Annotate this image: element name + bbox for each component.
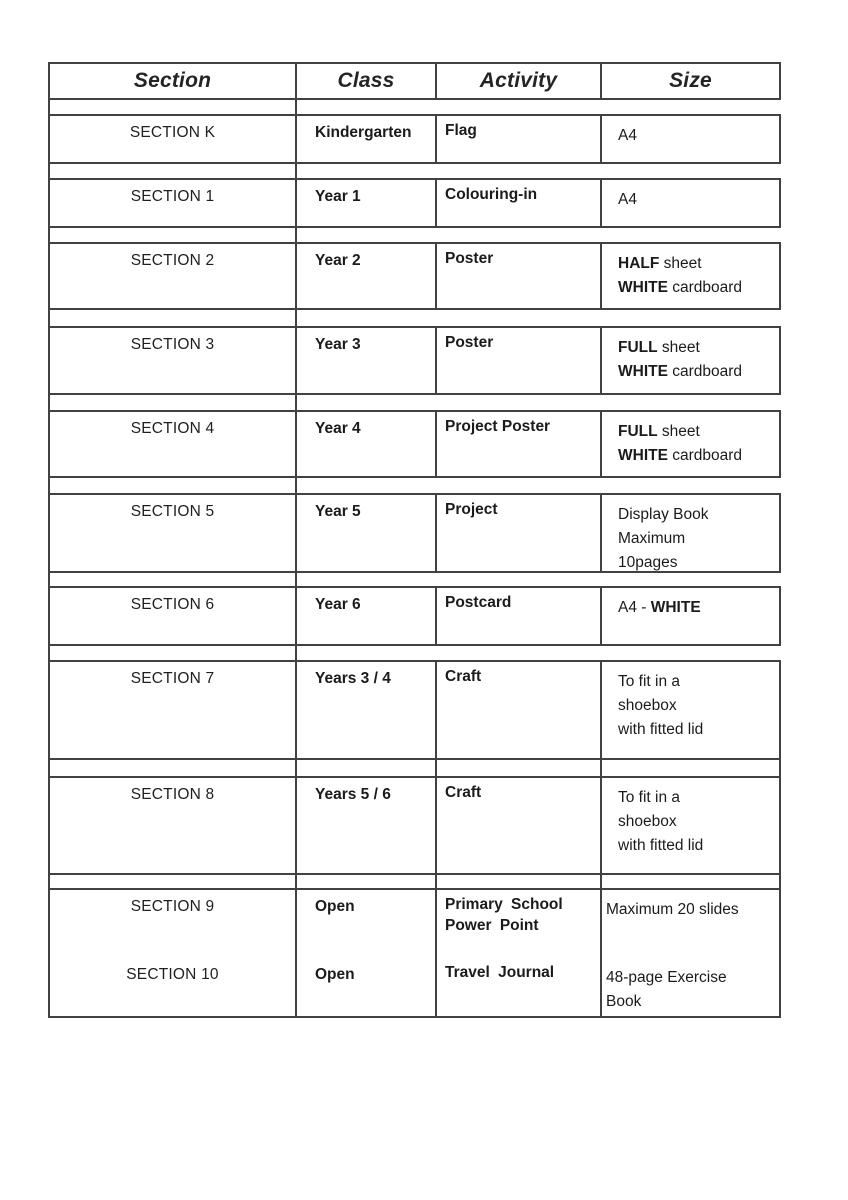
table-subrow: [48, 890, 781, 958]
activity-line: Colouring-in: [445, 186, 538, 203]
spacer-cell: [48, 164, 297, 178]
spacer-cell: [602, 760, 781, 776]
section-cell: SECTION 9: [48, 890, 297, 958]
activity-line: Project Poster: [445, 418, 551, 435]
table-row: [48, 180, 781, 228]
section-cell: SECTION 10: [48, 958, 297, 1016]
section-cell: SECTION 6: [48, 588, 297, 644]
section-cell: SECTION 4: [48, 412, 297, 476]
size-cell: [602, 328, 781, 393]
spacer-cell: [297, 875, 437, 888]
spacer-cell: [602, 395, 781, 410]
size-text: A4: [618, 127, 637, 144]
spacer-row: [48, 395, 781, 412]
class-cell: Year 2: [297, 244, 437, 308]
activity-line: Poster: [445, 334, 494, 351]
spacer-cell: [48, 100, 297, 114]
activity-cell: [437, 116, 602, 162]
size-line: [606, 966, 779, 990]
spacer-cell: [602, 164, 781, 178]
size-line: [618, 718, 779, 742]
spacer-cell: [297, 164, 437, 178]
spacer-cell: [437, 395, 602, 410]
size-text: A4: [618, 191, 637, 208]
size-cell: [602, 116, 781, 162]
activity-cell: [437, 588, 602, 644]
header-section: Section: [48, 64, 297, 98]
size-line: [618, 124, 779, 148]
size-cell: [602, 495, 781, 571]
table-row: [48, 495, 781, 573]
spacer-cell: [437, 478, 602, 493]
activity-line: Primary School: [445, 896, 563, 913]
table-row: [48, 412, 781, 478]
activity-cell: [437, 412, 602, 476]
spacer-cell: [297, 310, 437, 326]
activity-cell: [437, 778, 602, 873]
size-line: [618, 786, 779, 810]
size-text: Maximum: [618, 530, 686, 547]
size-cell: [602, 778, 781, 873]
size-line: [618, 420, 779, 444]
size-line: [618, 444, 779, 468]
size-cell: [602, 180, 781, 226]
spacer-cell: [48, 478, 297, 493]
table-subrow: [48, 958, 781, 1016]
spacer-cell: [602, 100, 781, 114]
spacer-cell: [297, 646, 437, 660]
table-body: [48, 100, 781, 1018]
spacer-row: [48, 310, 781, 328]
size-line: [618, 360, 779, 384]
size-cell: [602, 890, 781, 958]
size-text: cardboard: [667, 363, 743, 380]
section-cell: SECTION 1: [48, 180, 297, 226]
spacer-row: [48, 478, 781, 495]
size-cell: [602, 244, 781, 308]
size-text: A4 -: [618, 599, 651, 616]
spacer-row: [48, 228, 781, 244]
size-line: [606, 898, 779, 922]
spacer-cell: [437, 875, 602, 888]
size-line: [618, 188, 779, 212]
size-line: [618, 551, 779, 575]
class-cell: Year 6: [297, 588, 437, 644]
table-row: [48, 244, 781, 310]
spacer-cell: [48, 760, 297, 776]
spacer-cell: [437, 100, 602, 114]
activity-line: Flag: [445, 122, 477, 139]
spacer-cell: [602, 228, 781, 242]
size-text: shoebox: [618, 697, 677, 714]
size-text-bold: WHITE: [650, 599, 701, 616]
activity-line: Project: [445, 501, 498, 518]
size-text: shoebox: [618, 813, 677, 830]
size-text: 48-page Exercise: [606, 969, 727, 986]
size-text: sheet: [659, 255, 702, 272]
spacer-cell: [437, 646, 602, 660]
activity-cell: [437, 328, 602, 393]
class-cell: Year 3: [297, 328, 437, 393]
spacer-cell: [48, 573, 297, 586]
size-text-bold: FULL: [618, 423, 658, 440]
header-class: Class: [297, 64, 437, 98]
class-cell: Year 1: [297, 180, 437, 226]
spacer-cell: [437, 164, 602, 178]
size-line: [618, 336, 779, 360]
size-text-bold: WHITE: [618, 279, 668, 296]
class-cell: Kindergarten: [297, 116, 437, 162]
class-cell: Years 3 / 4: [297, 662, 437, 758]
spacer-cell: [297, 573, 437, 586]
spacer-cell: [437, 573, 602, 586]
size-text: sheet: [657, 423, 700, 440]
size-cell: [602, 958, 781, 1016]
activity-line: Travel Journal: [445, 964, 555, 981]
size-line: [618, 670, 779, 694]
spacer-cell: [48, 875, 297, 888]
spacer-row: [48, 760, 781, 778]
spacer-row: [48, 875, 781, 890]
spacer-cell: [437, 310, 602, 326]
activity-line: Postcard: [445, 594, 512, 611]
spacer-row: [48, 100, 781, 116]
activity-cell: [437, 495, 602, 571]
class-cell: Year 5: [297, 495, 437, 571]
table-row: [48, 116, 781, 164]
spacer-cell: [48, 228, 297, 242]
size-text: Maximum 20 slides: [606, 901, 739, 918]
class-cell: Year 4: [297, 412, 437, 476]
table-row: [48, 778, 781, 875]
spacer-cell: [297, 478, 437, 493]
header-size: Size: [602, 64, 781, 98]
size-text: cardboard: [667, 279, 743, 296]
activity-line: Power Point: [445, 917, 539, 934]
class-cell: Open: [297, 958, 437, 1016]
size-text: sheet: [657, 339, 700, 356]
size-text-bold: WHITE: [618, 363, 668, 380]
spacer-cell: [602, 573, 781, 586]
table-row: [48, 328, 781, 395]
spacer-cell: [437, 760, 602, 776]
size-line: [618, 276, 779, 300]
section-cell: SECTION 7: [48, 662, 297, 758]
size-cell: [602, 588, 781, 644]
spacer-cell: [297, 228, 437, 242]
size-line: [618, 252, 779, 276]
spacer-cell: [602, 310, 781, 326]
spacer-cell: [297, 395, 437, 410]
spacer-cell: [48, 395, 297, 410]
size-text-bold: WHITE: [618, 447, 668, 464]
activity-cell: [437, 244, 602, 308]
size-line: [618, 834, 779, 858]
spacer-cell: [297, 100, 437, 114]
size-text: 10pages: [618, 554, 678, 571]
size-line: [618, 694, 779, 718]
section-cell: SECTION 8: [48, 778, 297, 873]
spacer-cell: [437, 228, 602, 242]
spacer-cell: [602, 875, 781, 888]
section-cell: SECTION 2: [48, 244, 297, 308]
activity-cell: [437, 890, 602, 958]
size-text: Book: [606, 993, 642, 1010]
header-activity: Activity: [437, 64, 602, 98]
size-line: [618, 810, 779, 834]
size-text: Display Book: [618, 506, 709, 523]
size-line: [618, 503, 779, 527]
spacer-cell: [602, 646, 781, 660]
size-text-bold: FULL: [618, 339, 658, 356]
section-cell: SECTION 3: [48, 328, 297, 393]
table-row: [48, 662, 781, 760]
activity-cell: [437, 958, 602, 1016]
spacer-cell: [48, 646, 297, 660]
size-text: with fitted lid: [618, 721, 704, 738]
activity-line: Poster: [445, 250, 494, 267]
activity-line: Craft: [445, 668, 482, 685]
table-row: [48, 588, 781, 646]
class-cell: Years 5 / 6: [297, 778, 437, 873]
size-text: To fit in a: [618, 673, 681, 690]
class-cell: Open: [297, 890, 437, 958]
size-text: with fitted lid: [618, 837, 704, 854]
size-line: [618, 527, 779, 551]
size-text-bold: HALF: [618, 255, 660, 272]
activity-table: [48, 62, 781, 1018]
spacer-cell: [297, 760, 437, 776]
size-line: [618, 596, 779, 620]
size-text: cardboard: [667, 447, 743, 464]
section-cell: SECTION K: [48, 116, 297, 162]
spacer-row: [48, 646, 781, 662]
activity-cell: [437, 180, 602, 226]
table-header-row: [48, 62, 781, 100]
size-cell: [602, 662, 781, 758]
activity-line: Craft: [445, 784, 482, 801]
size-line: [606, 990, 779, 1014]
activity-cell: [437, 662, 602, 758]
spacer-cell: [48, 310, 297, 326]
section-cell: SECTION 5: [48, 495, 297, 571]
spacer-row: [48, 573, 781, 588]
size-cell: [602, 412, 781, 476]
spacer-row: [48, 164, 781, 180]
table-row-combined: [48, 890, 781, 1018]
size-text: To fit in a: [618, 789, 681, 806]
spacer-cell: [602, 478, 781, 493]
